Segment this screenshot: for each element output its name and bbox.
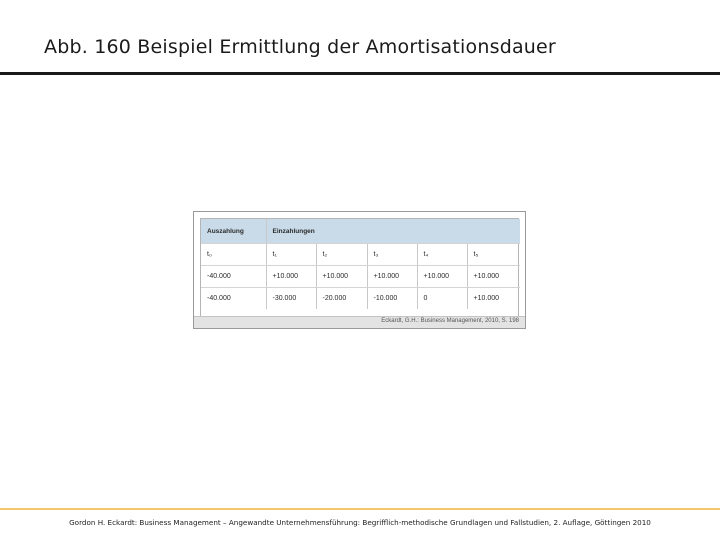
value-cell: +10.000	[316, 266, 367, 288]
value-cell: -40.000	[201, 288, 266, 310]
cashflow-row	[201, 266, 520, 288]
period-cell: t₅	[467, 244, 520, 266]
value-cell: +10.000	[367, 266, 417, 288]
figure-source: Eckardt, G.H.: Business Management, 2010, S. 198	[381, 318, 519, 324]
period-cell: t₂	[316, 244, 367, 266]
value-cell: -40.000	[201, 266, 266, 288]
value-cell: +10.000	[473, 295, 499, 302]
table-header-row	[201, 219, 520, 244]
period-cell: t₃	[367, 244, 417, 266]
value-cell: -30.000	[266, 288, 316, 310]
cumulative-row	[201, 288, 520, 310]
figure-table-frame	[200, 218, 519, 319]
header-auszahlung: Auszahlung	[201, 219, 266, 244]
title-divider	[0, 72, 720, 75]
period-cell: t₄	[417, 244, 467, 266]
value-cell: -10.000	[367, 288, 417, 310]
amortization-figure	[193, 211, 526, 329]
figure-source-bar	[194, 316, 525, 328]
footer-citation: Gordon H. Eckardt: Business Management – Angewandte Unternehmensführung: Begrifflich-methodische Grundlagen und Fallstudien, 2. Auflage, Göttingen 2010	[69, 518, 651, 527]
value-cell: +10.000	[417, 266, 467, 288]
header-einzahlungen: Einzahlungen	[266, 219, 520, 244]
value-cell: +10.000	[266, 266, 316, 288]
period-cell: t₁	[266, 244, 316, 266]
footer-divider	[0, 508, 720, 510]
slide-title: Abb. 160 Beispiel Ermittlung der Amortisationsdauer	[44, 36, 556, 58]
value-cell: -20.000	[316, 288, 367, 310]
value-cell: +10.000	[467, 266, 520, 288]
amortization-table	[201, 219, 520, 309]
period-cell: t₀	[201, 244, 266, 266]
value-cell: 0	[417, 288, 467, 310]
period-row	[201, 244, 520, 266]
